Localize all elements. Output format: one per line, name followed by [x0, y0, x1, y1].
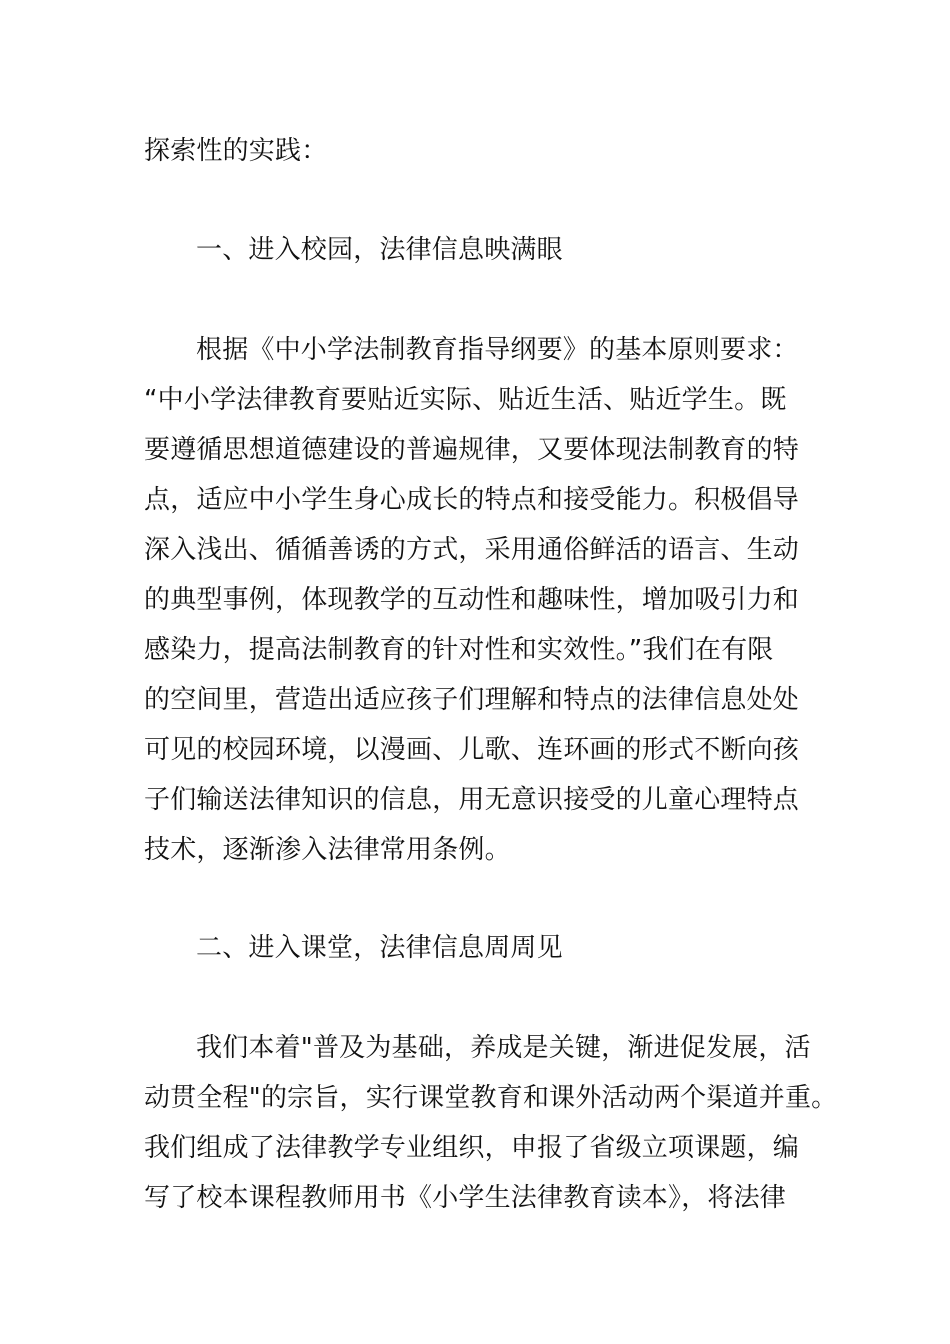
section1-paragraph-line: 的典型事例，体现教学的互动性和趣味性，增加吸引力和: [144, 585, 800, 615]
section1-paragraph-line: 技术，逐渐渗入法律常用条例。: [144, 835, 511, 865]
section1-paragraph-line: 感染力，提高法制教育的针对性和实效性。”我们在有限: [144, 635, 774, 665]
section1-heading: 一、进入校园，法律信息映满眼: [196, 235, 563, 265]
section1-paragraph-line: 可见的校园环境，以漫画、儿歌、连环画的形式不断向孩: [144, 735, 800, 765]
section1-paragraph-line: 根据《中小学法制教育指导纲要》的基本原则要求：: [196, 335, 799, 365]
section1-paragraph-line: 点，适应中小学生身心成长的特点和接受能力。积极倡导: [144, 485, 800, 515]
section2-paragraph-line: 动贯全程"的宗旨，实行课堂教育和课外活动两个渠道并重。: [144, 1083, 838, 1113]
section2-paragraph-line: 我们本着"普及为基础，养成是关键，渐进促发展，活: [196, 1033, 811, 1063]
section2-paragraph-line: 写了校本课程教师用书《小学生法律教育读本》，将法律: [144, 1183, 787, 1213]
section1-paragraph-line: 深入浅出、循循善诱的方式，采用通俗鲜活的语言、生动: [144, 535, 800, 565]
section2-heading: 二、进入课堂，法律信息周周见: [196, 933, 563, 963]
section1-paragraph-line: 的空间里，营造出适应孩子们理解和特点的法律信息处处: [144, 685, 800, 715]
section1-paragraph-line: “中小学法律教育要贴近实际、贴近生活、贴近学生。既: [144, 385, 787, 415]
intro-line: 探索性的实践：: [144, 136, 328, 166]
section1-paragraph-line: 要遵循思想道德建设的普遍规律，又要体现法制教育的特: [144, 435, 800, 465]
section1-paragraph-line: 子们输送法律知识的信息，用无意识接受的儿童心理特点: [144, 785, 800, 815]
section2-paragraph-line: 我们组成了法律教学专业组织，申报了省级立项课题，编: [144, 1133, 800, 1163]
